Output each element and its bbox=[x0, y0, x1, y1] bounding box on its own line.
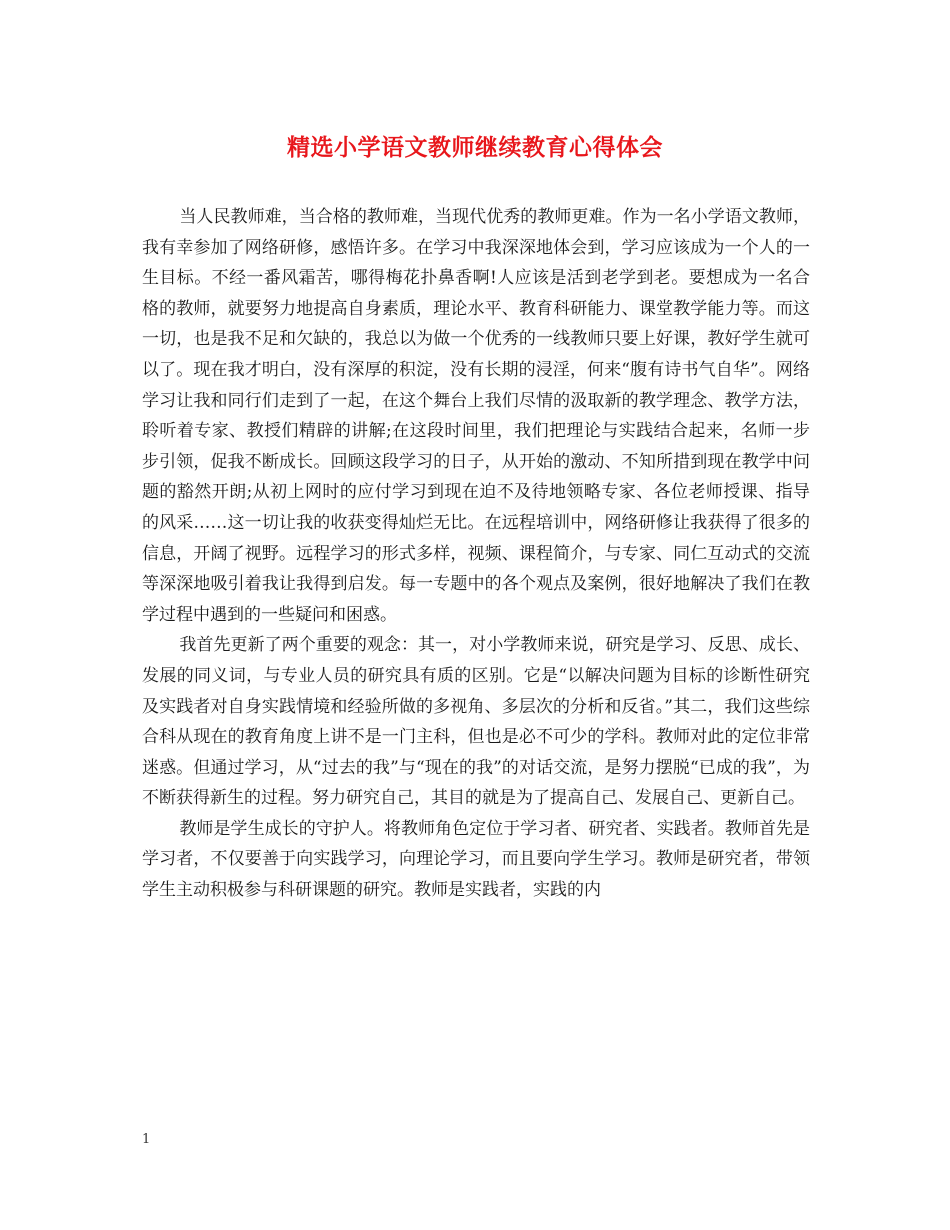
body-paragraph-1: 当人民教师难，当合格的教师难，当现代优秀的教师更难。作为一名小学语文教师，我有幸参加了网络研修，感悟许多。在学习中我深深地体会到，学习应该成为一个人的一生目标。不经一番风霜苦，哪得梅花扑鼻香啊!人应该是活到老学到老。要想成为一名合格的教师，就要努力地提高自身素质，理论水平、教育科研能力、课堂教学能力等。而这一切，也是我不足和欠缺的，我总以为做一个优秀的一线教师只要上好课，教好学生就可以了。现在我才明白，没有深厚的积淀，没有长期的浸淫，何来“腹有诗书气自华”。网络学习让我和同行们走到了一起，在这个舞台上我们尽情的汲取新的教学理念、教学方法，聆听着专家、教授们精辟的讲解;在这段时间里，我们把理论与实践结合起来，名师一步步引领，促我不断成长。回顾这段学习的日子，从开始的激动、不知所措到现在教学中问题的豁然开朗;从初上网时的应付学习到现在迫不及待地领略专家、各位老师授课、指导的风采……这一切让我的收获变得灿烂无比。在远程培训中，网络研修让我获得了很多的信息，开阔了视野。远程学习的形式多样，视频、课程简介，与专家、同仁互动式的交流等深深地吸引着我让我得到启发。每一专题中的各个观点及案例，很好地解决了我们在教学过程中遇到的一些疑问和困惑。 bbox=[142, 207, 810, 625]
document-body bbox=[142, 202, 810, 906]
body-paragraph-2: 我首先更新了两个重要的观念：其一，对小学教师来说，研究是学习、反思、成长、发展的同义词，与专业人员的研究具有质的区别。它是“以解决问题为目标的诊断性研究及实践者对自身实践情境和经验所做的多视角、多层次的分析和反省。”其二，我们这些综合科从现在的教育角度上讲不是一门主科，但也是必不可少的学科。教师对此的定位非常迷惑。但通过学习，从“过去的我”与“现在的我”的对话交流，是努力摆脱“已成的我”，为不断获得新生的过程。努力研究自己，其目的就是为了提高自己、发展自己、更新自己。 bbox=[142, 635, 810, 809]
body-paragraph-3: 教师是学生成长的守护人。将教师角色定位于学习者、研究者、实践者。教师首先是学习者，不仅要善于向实践学习，向理论学习，而且要向学生学习。教师是研究者，带领学生主动积极参与科研课题的研究。教师是实践者，实践的内 bbox=[142, 818, 810, 901]
page-number: 1 bbox=[142, 1132, 151, 1147]
document-title: 精选小学语文教师继续教育心得体会 bbox=[287, 134, 663, 161]
